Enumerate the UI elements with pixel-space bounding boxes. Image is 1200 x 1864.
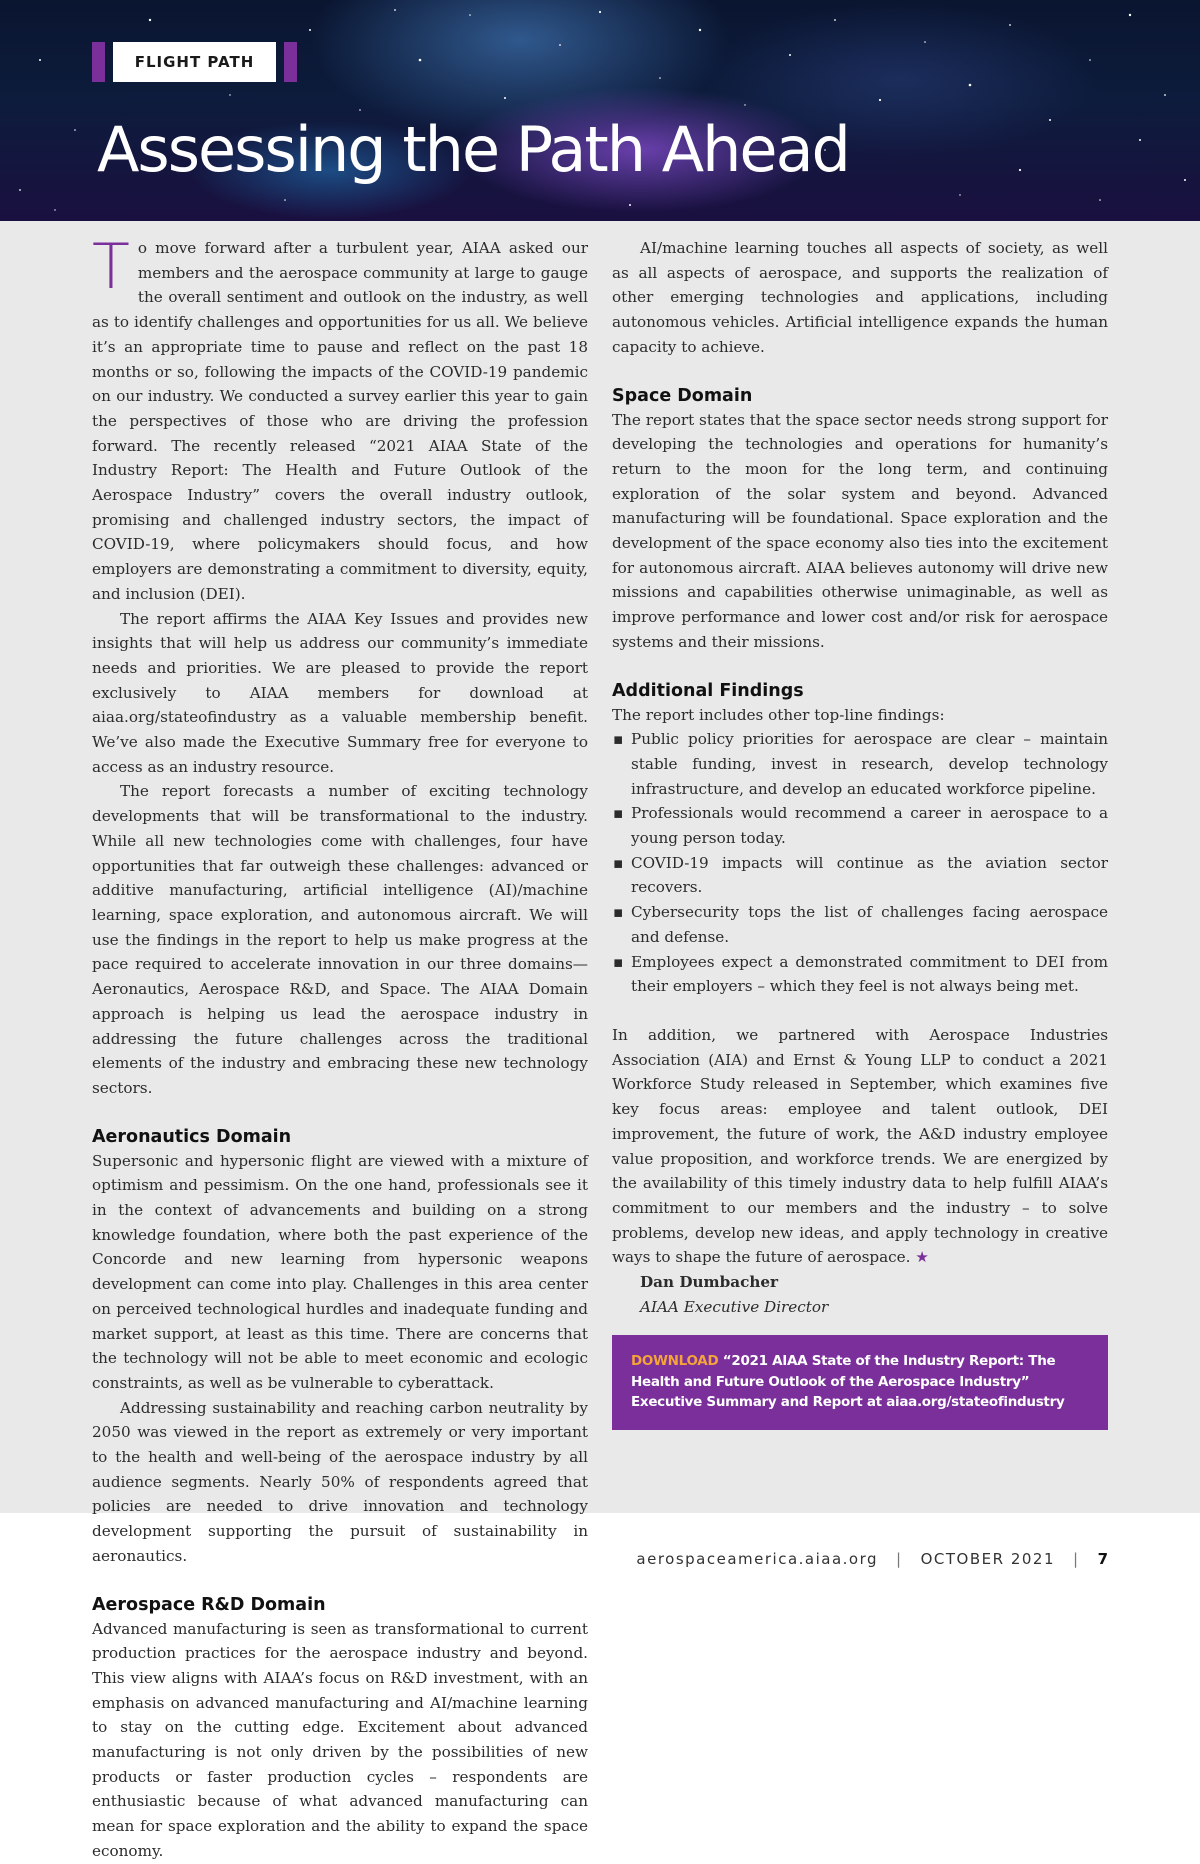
left-column — [92, 230, 588, 1864]
aeronautics-paragraph-2: Addressing sustainability and reaching carbon neutrality by 2050 was viewed in the report as extremely or very important to the health and well-being of the aerospace industry by all audience segments. Nearly 50% of respondents agreed that policies are needed to drive innovation and technology development supporting the pursuit of sustainability in aeronautics. — [92, 1398, 588, 1565]
author-title: AIAA Executive Director — [640, 1297, 829, 1316]
section-spacer — [612, 360, 1108, 384]
intro-paragraph-1-text: o move forward after a turbulent year, AIAA asked our members and the aerospace community at large to gauge the overall sentiment and outlook on the industry, as well as to identify challenges and opportunities for us all. We believe it’s an appropriate time to pause and reflect on the past 18 months or so, following the impacts of the COVID-19 pandemic on our industry. We conducted a survey earlier this year to gain the perspectives of those who are driving the profession forward. The recently released “2021 AIAA State of the Industry Report: The Health and Future Outlook of the Aerospace Industry” covers the overall industry outlook, promising and challenged industry sectors, the impact of COVID-19, where policymakers should focus, and how employers are demonstrating a commitment to diversity, equity, and inclusion (DEI). — [92, 239, 588, 603]
rd-paragraph-2: AI/machine learning touches all aspects of society, as well as all aspects of aerospace, and supports the realization of other emerging technologies and applications, including autonomous vehicles. Artificial intelligence expands the human capacity to achieve. — [612, 239, 1108, 356]
download-callout[interactable] — [612, 1335, 1108, 1430]
download-label: DOWNLOAD — [631, 1353, 719, 1370]
section-tag-label: FLIGHT PATH — [113, 42, 276, 82]
hero-banner — [0, 0, 1200, 221]
author-name: Dan Dumbacher — [640, 1273, 779, 1292]
section-spacer — [92, 1101, 588, 1125]
page-number: 7 — [1097, 1550, 1108, 1568]
right-column — [612, 236, 1108, 1430]
section-spacer — [612, 655, 1108, 679]
rd-paragraph-1: Advanced manufacturing is seen as transformational to current production practices for the aerospace industry and beyond. This view aligns with AIAA’s focus on R&D investment, with an emphasis on advanced manufacturing and AI/machine learning to stay on the cutting edge. Excitement about advanced manufacturing is not only driven by the possibilities of new products or faster production cycles – respondents are enthusiastic because of what advanced manufacturing can mean for space exploration and the ability to expand the space economy. — [92, 1619, 588, 1860]
footer-issue-date: OCTOBER 2021 — [920, 1550, 1055, 1568]
list-item: ▪ Professionals would recommend a career in aerospace to a young person today. — [612, 801, 1108, 850]
end-star-icon: ★ — [915, 1248, 929, 1267]
section-spacer — [92, 1569, 588, 1593]
footer-separator: | — [1073, 1550, 1080, 1568]
findings-intro: The report includes other top-line findings: — [612, 705, 945, 724]
page-footer — [636, 1550, 1108, 1568]
list-item: ▪ COVID-19 impacts will continue as the aviation sector recovers. — [612, 851, 1108, 900]
drop-cap: T — [92, 230, 130, 303]
findings-heading: Additional Findings — [612, 680, 804, 701]
footer-site-link[interactable]: aerospaceamerica.aiaa.org — [636, 1550, 879, 1568]
bullet-icon: ▪ — [613, 730, 624, 749]
rd-heading: Aerospace R&D Domain — [92, 1594, 326, 1615]
tag-accent-bar-left — [92, 42, 105, 82]
findings-list — [612, 727, 1108, 999]
intro-paragraph-3: The report forecasts a number of exciting technology developments that will be transformational to the industry. While all new technologies come with challenges, four have opportunities that far outweigh these challenges: advanced or additive manufacturing, artificial intelligence (AI)/machine learning, space exploration, and autonomous aircraft. We will use the findings in the report to help us make progress at the pace required to accelerate innovation in our three domains—Aeronautics, Aerospace R&D, and Space. The AIAA Domain approach is helping us lead the aerospace industry in addressing the future challenges across the traditional elements of the industry and embracing these new technology sectors. — [92, 782, 588, 1097]
space-paragraph: The report states that the space sector needs strong support for developing the technologies and operations for humanity’s return to the moon for the long term, and continuing exploration of the solar system and beyond. Advanced manufacturing will be foundational. Space exploration and the development of the space economy also ties into the excitement for autonomous aircraft. AIAA believes autonomy will drive new missions and capabilities otherwise unimaginable, as well as improve performance and lower cost and/or risk for aerospace systems and their missions. — [612, 410, 1108, 651]
bullet-icon: ▪ — [613, 952, 624, 971]
space-heading: Space Domain — [612, 385, 753, 406]
aeronautics-heading: Aeronautics Domain — [92, 1126, 292, 1147]
intro-paragraph-2: The report affirms the AIAA Key Issues and provides new insights that will help us address our community’s immediate needs and priorities. We are pleased to provide the report exclusively to AIAA members for download at aiaa.org/stateofindustry as a valuable membership benefit. We’ve also made the Executive Summary free for everyone to access as an industry resource. — [92, 609, 588, 776]
list-item: ▪ Employees expect a demonstrated commitment to DEI from their employers – which they feel is not always being met. — [612, 950, 1108, 999]
page-title: Assessing the Path Ahead — [97, 113, 849, 186]
starfield-image — [0, 0, 1200, 221]
tag-accent-bar-right — [284, 42, 297, 82]
list-item: ▪ Cybersecurity tops the list of challenges facing aerospace and defense. — [612, 900, 1108, 949]
bullet-icon: ▪ — [613, 804, 624, 823]
bullet-icon: ▪ — [613, 903, 624, 922]
bullet-icon: ▪ — [613, 853, 624, 872]
list-item: ▪ Public policy priorities for aerospace are clear – maintain stable funding, invest in research, develop technology infrastructure, and develop an educated workforce pipeline. — [612, 727, 1108, 801]
intro-paragraph-1 — [92, 230, 588, 607]
section-spacer — [612, 999, 1108, 1023]
aeronautics-paragraph-1: Supersonic and hypersonic flight are viewed with a mixture of optimism and pessimism. On the one hand, professionals see it in the context of advancements and building on a strong knowledge foundation, where both the past experience of the Concorde and new learning from hypersonic weapons development can come into play. Challenges in this area center on perceived technological hurdles and inadequate funding and market support, at least as this time. There are concerns that the technology will not be able to meet economic and ecologic constraints, as well as be vulnerable to cyberattack. — [92, 1151, 588, 1392]
download-text: “2021 AIAA State of the Industry Report: The Health and Future Outlook of the Aerospace Industry” Executive Summary and Report at aiaa.org/stateofindustry — [631, 1353, 1065, 1411]
closing-paragraph: In addition, we partnered with Aerospace Industries Association (AIA) and Ernst & Young LLP to conduct a 2021 Workforce Study released in September, which examines five key focus areas: employee and talent outlook, DEI improvement, the future of work, the A&D industry employee value proposition, and workforce trends. We are energized by the availability of this timely industry data to help fulfill AIAA’s commitment to our members and the industry – to solve problems, develop new ideas, and apply technology in creative ways to shape the future of aerospace. ★ — [612, 1025, 1108, 1267]
footer-separator: | — [896, 1550, 903, 1568]
